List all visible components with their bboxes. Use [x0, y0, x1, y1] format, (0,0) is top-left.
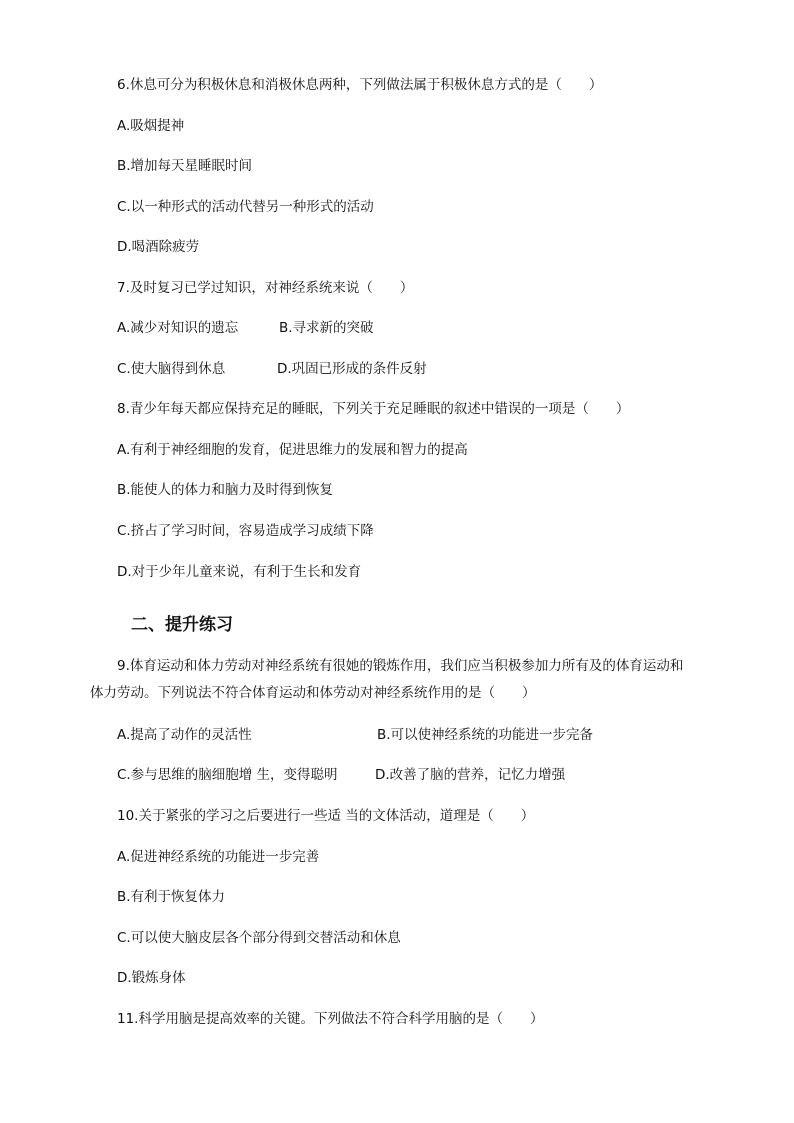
question-6-option-b: B.增加每天星睡眠时间	[117, 158, 253, 174]
question-8-option-a: A.有利于神经细胞的发育，促进思维力的发展和智力的提高	[117, 442, 468, 458]
question-10-option-d: D.锻炼身体	[117, 970, 186, 986]
question-9-stem-line-2: 体力劳动。下列说法不符合体育运动和体劳动对神经系统作用的是（ ）	[90, 685, 536, 701]
question-7-option-b: B.寻求新的突破	[279, 320, 374, 336]
question-6-stem: 6.休息可分为积极休息和消极休息两种，下列做法属于积极休息方式的是（ ）	[117, 77, 603, 93]
question-11-stem: 11.科学用脑是提高效率的关键。下列做法不符合科学用脑的是（ ）	[117, 1011, 544, 1027]
question-9-option-c: C.参与思维的脑细胞增 生，变得聪明	[117, 767, 338, 783]
question-6-option-d: D.喝酒除疲劳	[117, 239, 200, 255]
question-7-option-a: A.减少对知识的遗忘	[117, 320, 239, 336]
question-7-option-d: D.巩固已形成的条件反射	[277, 361, 427, 377]
question-10-stem: 10.关于紧张的学习之后要进行一些适 当的文体活动，道理是（ ）	[117, 808, 535, 824]
question-7-option-c: C.使大脑得到休息	[117, 361, 226, 377]
question-9-option-b: B.可以使神经系统的功能进一步完备	[377, 727, 594, 743]
question-9-stem-line-1: 9.体育运动和体力劳动对神经系统有很她的锻炼作用，我们应当积极参加力所有及的体育运动和	[117, 658, 684, 674]
question-8-option-c: C.挤占了学习时间，容易造成学习成绩下降	[117, 523, 374, 539]
question-8-option-d: D.对于少年儿童来说，有利于生长和发育	[117, 564, 362, 580]
question-9-option-a: A.提高了动作的灵活性	[117, 727, 252, 743]
question-6-option-a: A.吸烟提神	[117, 118, 185, 134]
question-10-option-b: B.有利于恢复体力	[117, 889, 226, 905]
section-heading: 二、提升练习	[131, 615, 233, 635]
question-10-option-a: A.促进神经系统的功能进一步完善	[117, 849, 320, 865]
question-8-option-b: B.能使人的体力和脑力及时得到恢复	[117, 482, 334, 498]
question-8-stem: 8.青少年每天都应保持充足的睡眠，下列关于充足睡眠的叙述中错误的一项是（ ）	[117, 401, 630, 417]
question-10-option-c: C.可以使大脑皮层各个部分得到交替活动和休息	[117, 930, 401, 946]
question-6-option-c: C.以一种形式的活动代替另一种形式的活动	[117, 199, 374, 215]
question-9-option-d: D.改善了脑的营养，记忆力增强	[375, 767, 566, 783]
question-7-stem: 7.及时复习已学过知识，对神经系统来说（ ）	[117, 280, 414, 296]
